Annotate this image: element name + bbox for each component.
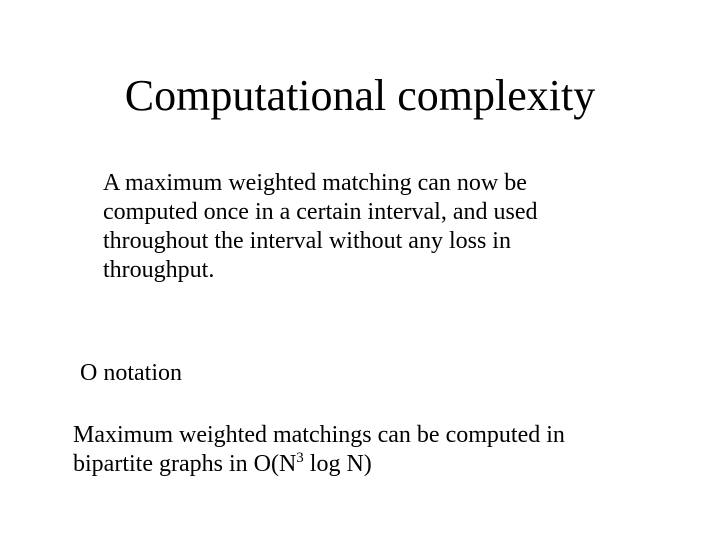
formula-text: bipartite graphs in O(N xyxy=(73,451,297,477)
paragraph-line: A maximum weighted matching can now be xyxy=(103,170,527,196)
o-notation-label: O notation xyxy=(80,360,182,386)
paragraph-matching-interval xyxy=(103,169,538,285)
exponent: 3 xyxy=(296,450,304,466)
paragraph-line: Maximum weighted matchings can be computed in xyxy=(73,422,565,448)
paragraph-line: computed once in a certain interval, and used xyxy=(103,199,538,225)
paragraph-complexity xyxy=(73,421,565,479)
paragraph-line: throughput. xyxy=(103,257,215,283)
formula-text: log N) xyxy=(303,451,372,477)
paragraph-line: throughout the interval without any loss in xyxy=(103,228,511,254)
paragraph-line-formula xyxy=(73,450,565,479)
slide-title: Computational complexity xyxy=(124,71,596,120)
